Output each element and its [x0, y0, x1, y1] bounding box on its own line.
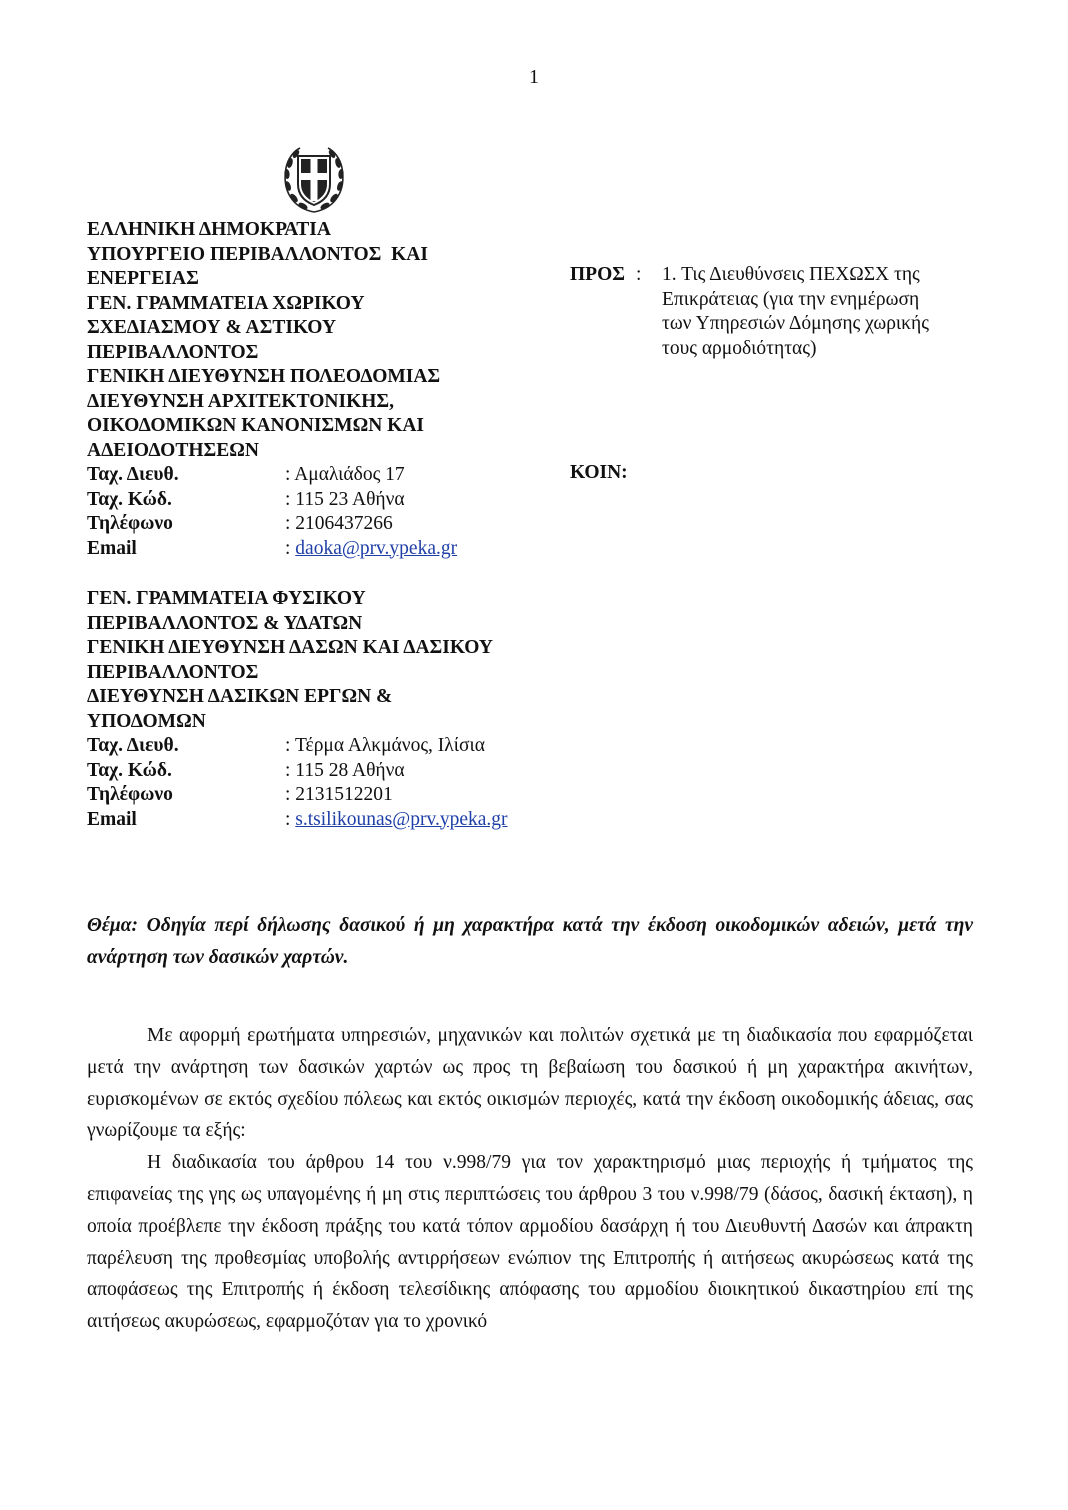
- ministry-line: ΔΙΕΥΘΥΝΣΗ ΑΡΧΙΤΕΚΤΟΝΙΚΗΣ,: [87, 390, 395, 412]
- contact-row: [87, 488, 557, 513]
- contact-value: : 2131512201: [285, 784, 393, 805]
- ministry-block: [87, 218, 557, 561]
- ministry-line: ΓΕΝΙΚΗ ΔΙΕΥΘΥΝΣΗ ΠΟΛΕΟΔΟΜΙΑΣ: [87, 366, 441, 387]
- body-text: [87, 1020, 973, 1338]
- recipients-to: [570, 263, 970, 361]
- forest-line: ΠΕΡΙΒΑΛΛΟΝΤΟΣ & ΥΔΑΤΩΝ: [87, 612, 363, 634]
- contact-row: [87, 808, 557, 833]
- ministry-line: ΣΧΕΔΙΑΣΜΟΥ & ΑΣΤΙΚΟΥ: [87, 317, 337, 338]
- email-link[interactable]: daoka@prv.ypeka.gr: [295, 537, 458, 559]
- cc-label: ΚΟΙΝ:: [570, 462, 628, 483]
- email-value: [285, 808, 508, 833]
- forest-line: ΓΕΝ. ΓΡΑΜΜΑΤΕΙΑ ΦΥΣΙΚΟΥ: [87, 588, 366, 609]
- ministry-line: ΕΛΛΗΝΙΚΗ ΔΗΜΟΚΡΑΤΙΑ: [87, 219, 331, 240]
- recipient-line: των Υπηρεσιών Δόμησης χωρικής: [662, 313, 929, 334]
- contact-value: : 2106437266: [285, 513, 393, 534]
- email-label: Email: [87, 808, 137, 830]
- contact-row: [87, 537, 557, 562]
- contact-row: [87, 734, 557, 759]
- ministry-line: ΥΠΟΥΡΓΕΙΟ ΠΕΡΙΒΑΛΛΟΝΤΟΣ ΚΑΙ: [87, 243, 428, 265]
- email-prefix: :: [285, 537, 296, 559]
- contact-row: [87, 759, 557, 784]
- recipient-line: τους αρμοδιότητας): [662, 337, 817, 359]
- forest-line: ΔΙΕΥΘΥΝΣΗ ΔΑΣΙΚΩΝ ΕΡΓΩΝ &: [87, 686, 393, 707]
- to-colon: :: [636, 264, 642, 285]
- contact-value: : Τέρμα Αλκμάνος, Ιλίσια: [285, 735, 485, 756]
- recipient-line: 1. Τις Διευθύνσεις ΠΕΧΩΣΧ της: [662, 264, 920, 285]
- ministry-line: ΕΝΕΡΓΕΙΑΣ: [87, 268, 199, 289]
- to-recipient-text: [662, 263, 970, 361]
- email-label: Email: [87, 537, 137, 559]
- ministry-line: ΑΔΕΙΟΔΟΤΗΣΕΩΝ: [87, 439, 259, 461]
- contact-label: Τηλέφωνο: [87, 513, 173, 534]
- contact-row: [87, 783, 557, 808]
- coat-of-arms-icon: [276, 142, 352, 218]
- recipients-column: [570, 263, 970, 483]
- ministry-line: ΟΙΚΟΔΟΜΙΚΩΝ ΚΑΝΟΝΙΣΜΩΝ ΚΑΙ: [87, 415, 424, 436]
- email-link[interactable]: s.tsilikounas@prv.ypeka.gr: [295, 808, 508, 830]
- forest-line: ΥΠΟΔΟΜΩΝ: [87, 710, 206, 732]
- recipient-line: Επικράτειας (για την ενημέρωση: [662, 288, 920, 310]
- email-value: [285, 537, 457, 562]
- contact-label: Ταχ. Κώδ.: [87, 488, 172, 510]
- body-paragraph: Η διαδικασία του άρθρου 14 του ν.998/79 για τον χαρακτηρισμό μιας περιοχής ή τμήματος της επιφανείας της γης ως υπαγομένης ή μη στις περιπτώσεις του άρθρου 3 του ν.998/79 (δάσος, δασική έκταση), η οποία προέβλεπε την έκδοση πράξης του κατά τόπον αρμοδίου δασάρχη ή του Διευθυντή Δασών και άπρακτη παρέλευση της προθεσμίας υποβολής αντιρρήσεων ενώπιον της Επιτροπής ή αιτήσεως ακυρώσεως κατά της αποφάσεως της Επιτροπής ή έκδοση τελεσίδικης απόφασης του αρμοδίου διοικητικού δικαστηρίου επί της αιτήσεως ακυρώσεως, εφαρμοζόταν για το χρονικό: [87, 1152, 973, 1333]
- subject-line: Θέμα: Οδηγία περί δήλωσης δασικού ή μη χαρακτήρα κατά την έκδοση οικοδομικών αδειών, μετά την ανάρτηση των δασικών χαρτών.: [87, 915, 973, 968]
- sender-column: [87, 218, 557, 832]
- contact-label: Ταχ. Διευθ.: [87, 735, 179, 756]
- ministry-line: ΓΕΝ. ΓΡΑΜΜΑΤΕΙΑ ΧΩΡΙΚΟΥ: [87, 292, 365, 314]
- contact-label: Ταχ. Κώδ.: [87, 759, 172, 781]
- forest-block: [87, 587, 557, 832]
- email-prefix: :: [285, 808, 296, 830]
- body-paragraph: Με αφορμή ερωτήματα υπηρεσιών, μηχανικών και πολιτών σχετικά με τη διαδικασία που εφαρμόζεται μετά την ανάρτηση των δασικών χαρτών ως προς τη βεβαίωση του δασικού ή μη χαρακτήρα ακινήτων, ευρισκομένων σε εκτός σχεδίου πόλεως και εκτός οικισμών περιοχές, κατά την έκδοση οικοδομικής άδειας, σας γνωρίζουμε τα εξής:: [87, 1025, 973, 1142]
- page-number: 1: [529, 66, 539, 88]
- forest-line: ΠΕΡΙΒΑΛΛΟΝΤΟΣ: [87, 661, 259, 683]
- to-label: ΠΡΟΣ: [570, 264, 625, 285]
- contact-label: Ταχ. Διευθ.: [87, 464, 179, 485]
- ministry-line: ΠΕΡΙΒΑΛΛΟΝΤΟΣ: [87, 341, 259, 363]
- forest-line: ΓΕΝΙΚΗ ΔΙΕΥΘΥΝΣΗ ΔΑΣΩΝ ΚΑΙ ΔΑΣΙΚΟΥ: [87, 637, 493, 658]
- contact-label: Τηλέφωνο: [87, 784, 173, 805]
- contact-value: : 115 23 Αθήνα: [285, 488, 405, 510]
- contact-row: [87, 512, 557, 537]
- contact-value: : 115 28 Αθήνα: [285, 759, 405, 781]
- contact-value: : Αμαλιάδος 17: [285, 464, 405, 485]
- contact-row: [87, 463, 557, 488]
